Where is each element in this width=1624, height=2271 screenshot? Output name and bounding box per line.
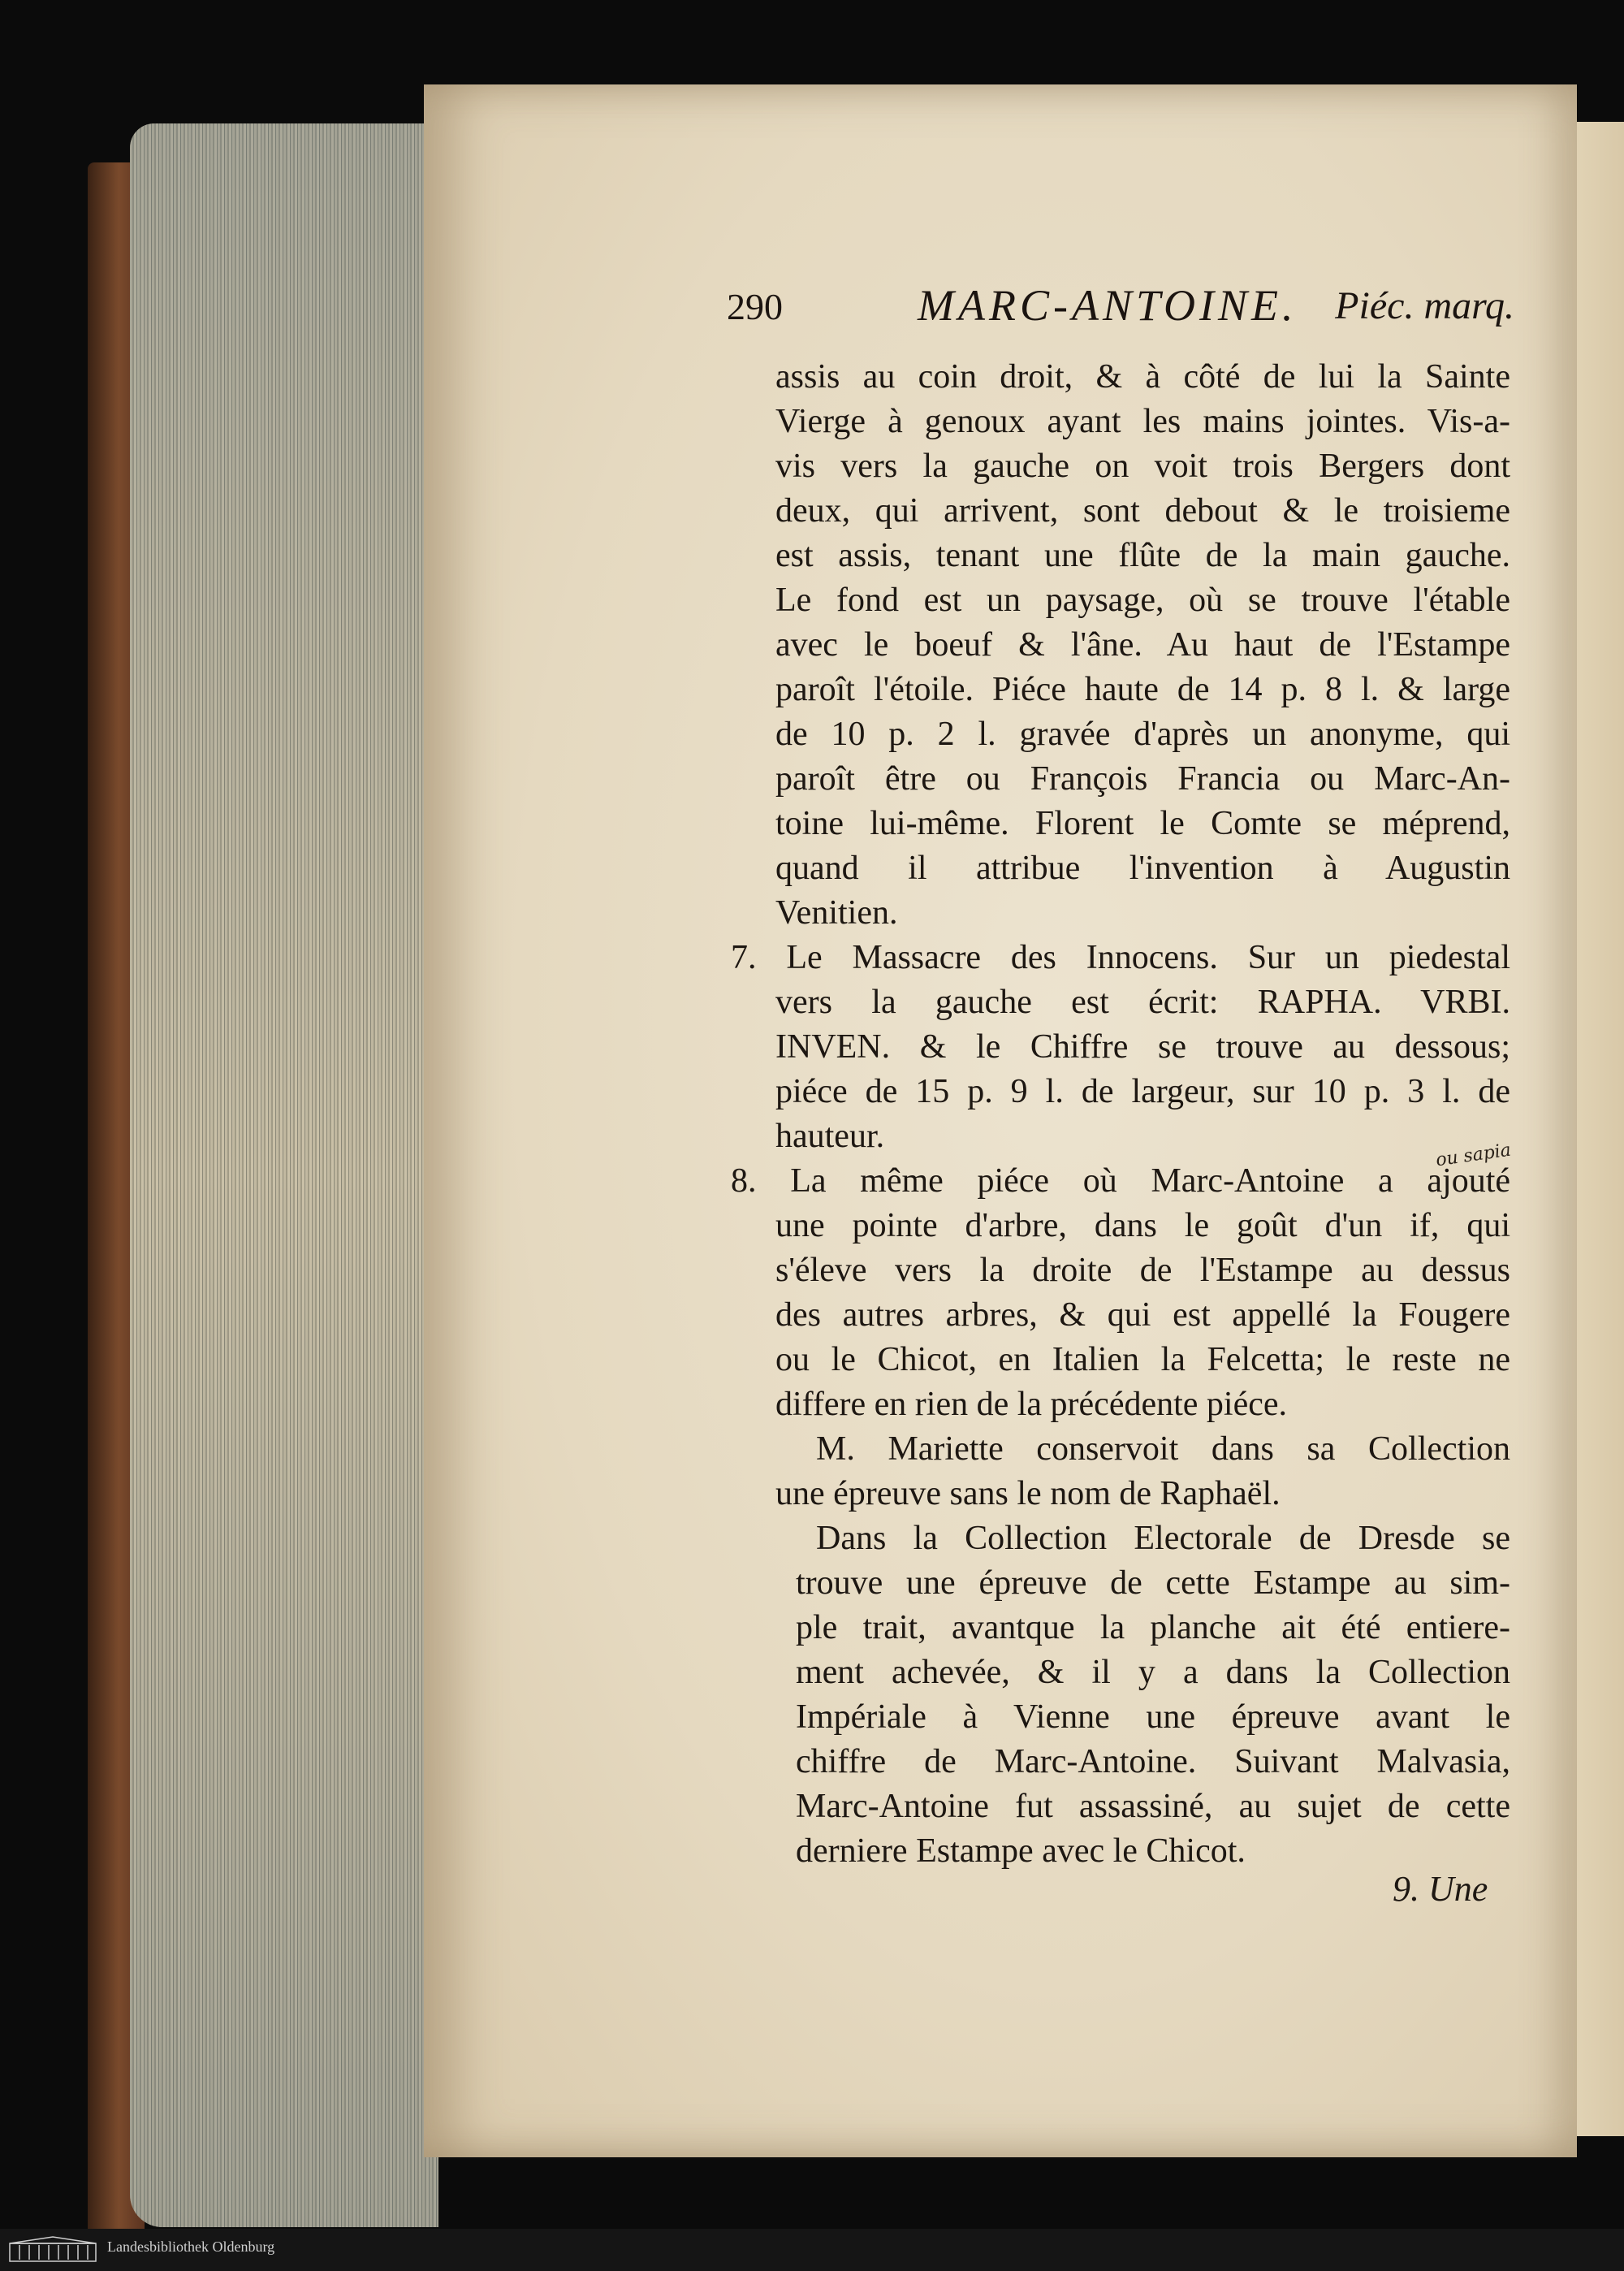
text-line: derniere Estampe avec le Chicot. [796,1832,1246,1870]
text-line: une pointe d'arbre, dans le goût d'un if, qui [775,1207,1510,1244]
paragraph-start: Dans la Collection Electorale de Dresde se [816,1520,1510,1557]
text-line: chiffre de Marc-Antoine. Suivant Malvasia, [796,1743,1510,1780]
text-line: toine lui-même. Florent le Comte se méprend, [775,805,1510,842]
running-title: MARC-ANTOINE. [918,281,1298,330]
text-line: Le fond est un paysage, où se trouve l'étable [775,582,1510,619]
page-number: 290 [727,286,783,327]
text-line: des autres arbres, & qui est appellé la Fougere [775,1296,1510,1334]
text-line: hauteur. [775,1118,885,1155]
text-line: trouve une épreuve de cette Estampe au sim- [796,1564,1510,1602]
text-line: Vierge à genoux ayant les mains jointes. Vis-a- [775,403,1510,440]
text-line: quand il attribue l'invention à Augustin [775,850,1510,887]
text-line: piéce de 15 p. 9 l. de largeur, sur 10 p. 3 l. de [775,1073,1510,1110]
catchword: 9. Une [1393,1869,1488,1909]
running-subtitle: Piéc. marq. [1335,284,1514,327]
text-line: est assis, tenant une flûte de la main gauche. [775,537,1510,574]
library-name: Landesbibliothek Oldenburg [107,2239,275,2255]
text-line: vers la gauche est écrit: RAPHA. VRBI. [775,984,1510,1021]
text-line: ou le Chicot, en Italien la Felcetta; le reste ne [775,1341,1510,1378]
running-head [727,280,1514,337]
text-line: ment achevée, & il y a dans la Collection [796,1654,1510,1691]
entry-8: 8. La même piéce où Marc-Antoine a ajouté [731,1162,1510,1200]
text-line: avec le boeuf & l'âne. Au haut de l'Estampe [775,626,1510,664]
text-line: assis au coin droit, & à côté de lui la Sainte [775,358,1510,396]
page-edges [130,123,438,2227]
footer-bar [0,2229,1624,2271]
text-line: INVEN. & le Chiffre se trouve au dessous; [775,1028,1510,1066]
text-line: une épreuve sans le nom de Raphaël. [775,1475,1281,1512]
text-line: Venitien. [775,894,898,932]
library-logo-icon [8,2235,97,2263]
text-line: differe en rien de la précédente piéce. [775,1386,1287,1423]
text-line: de 10 p. 2 l. gravée d'après un anonyme, qui [775,716,1510,753]
entry-7: 7. Le Massacre des Innocens. Sur un piedestal [731,939,1510,976]
text-line: vis vers la gauche on voit trois Bergers dont [775,448,1510,485]
handwritten-annotation: ou sapia [1434,1140,1513,1171]
text-line: paroît l'étoile. Piéce haute de 14 p. 8 l. & large [775,671,1510,708]
paragraph-start: M. Mariette conservoit dans sa Collection [816,1430,1510,1468]
text-line: paroît être ou François Francia ou Marc-An- [775,760,1510,798]
text-line: ple trait, avantque la planche ait été entiere- [796,1609,1510,1646]
text-line: Impériale à Vienne une épreuve avant le [796,1698,1510,1736]
text-line: deux, qui arrivent, sont debout & le troisieme [775,492,1510,530]
text-line: Marc-Antoine fut assassiné, au sujet de cette [796,1788,1510,1825]
text-line: s'éleve vers la droite de l'Estampe au dessus [775,1252,1510,1289]
